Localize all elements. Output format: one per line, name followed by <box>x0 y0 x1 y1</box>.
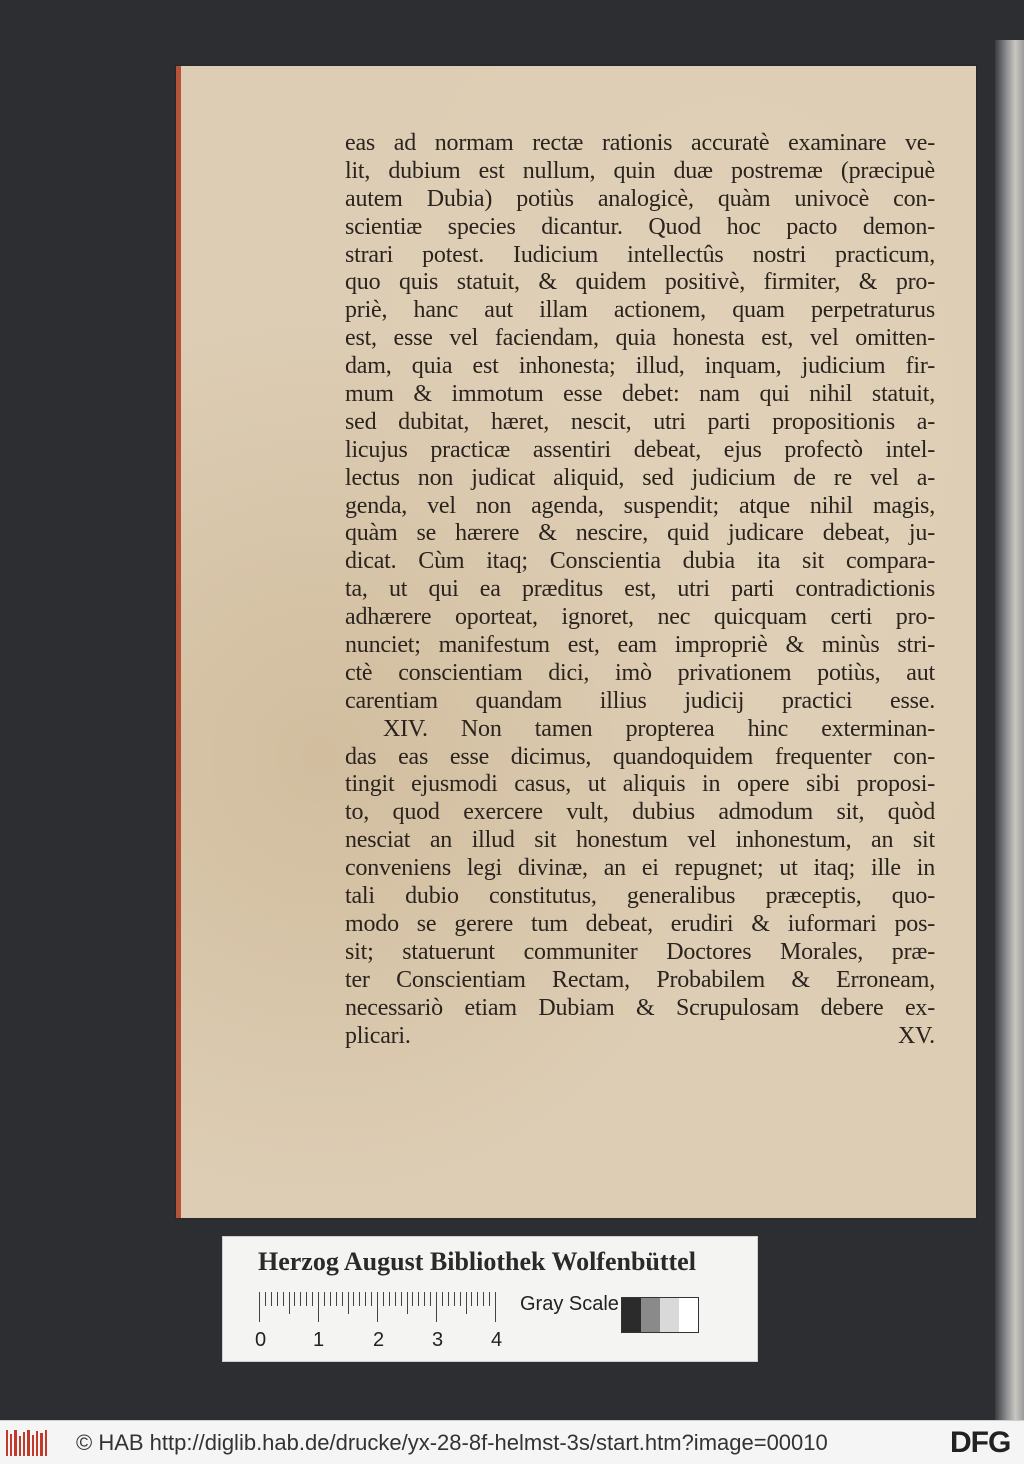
ruler-tick <box>348 1292 349 1314</box>
ruler-tick <box>336 1292 337 1306</box>
text-line: XIV. Non tamen propterea hinc exterminan- <box>383 715 935 742</box>
barcode-icon <box>6 1430 50 1456</box>
footer-bar <box>0 1420 1024 1464</box>
ruler-tick <box>442 1292 443 1306</box>
ruler-tick <box>424 1292 425 1306</box>
ruler-tick <box>401 1292 402 1306</box>
text-line: das eas esse dicimus, quandoquidem frequenter con- <box>345 743 935 770</box>
gray-scale-swatches <box>621 1297 699 1333</box>
ruler-tick <box>389 1292 390 1306</box>
ruler-tick <box>430 1292 431 1306</box>
ruler-tick <box>312 1292 313 1306</box>
text-line: genda, vel non agenda, suspendit; atque nihil magis, <box>345 492 935 519</box>
ruler-tick <box>412 1292 413 1306</box>
page-text <box>345 130 935 1050</box>
text-line: autem Dubia) potiùs analogicè, quàm univocè con- <box>345 185 935 212</box>
ruler-tick <box>395 1292 396 1306</box>
ruler-tick <box>300 1292 301 1306</box>
ruler-tick <box>330 1292 331 1306</box>
ruler-tick <box>407 1292 408 1314</box>
text-line: conveniens legi divinæ, an ei repugnet; ut itaq; ille in <box>345 855 935 882</box>
gray-scale-label: Gray Scale <box>520 1293 619 1315</box>
ruler-tick <box>383 1292 384 1306</box>
text-line: scientiæ species dicantur. Quod hoc pacto demon- <box>345 213 935 240</box>
page-red-edge <box>176 66 181 1218</box>
text-line: mum & immotum esse debet: nam qui nihil statuit, <box>345 381 935 408</box>
text-line: ta, ut qui ea præditus est, utri parti contradictionis <box>345 576 935 603</box>
text-line: necessariò etiam Dubiam & Scrupulosam debere ex- <box>345 994 935 1021</box>
ruler-tick <box>353 1292 354 1306</box>
ruler-tick <box>259 1292 260 1322</box>
ruler-tick <box>342 1292 343 1306</box>
ruler-tick <box>448 1292 449 1306</box>
text-line: strari potest. Iudicium intellectûs nostri practicum, <box>345 241 935 268</box>
text-line: est, esse vel faciendam, quia honesta est, vel omitten- <box>345 325 935 352</box>
ruler-tick <box>460 1292 461 1306</box>
text-line: quàm se hærere & nescire, quid judicare debeat, ju- <box>345 520 935 547</box>
text-line: priè, hanc aut illam actionem, quam perpetraturus <box>345 297 935 324</box>
gray-swatch <box>641 1298 660 1332</box>
gray-swatch <box>660 1298 679 1332</box>
copyright-url[interactable]: © HAB http://diglib.hab.de/drucke/yx-28-8f-helmst-3s/start.htm?image=00010 <box>76 1430 828 1455</box>
ruler-number: 0 <box>255 1329 267 1351</box>
library-color-card <box>222 1236 758 1362</box>
ruler-tick <box>436 1292 437 1322</box>
text-line: tingit ejusmodi casus, ut aliquis in opere sibi proposi- <box>345 771 935 798</box>
ruler-tick <box>489 1292 490 1306</box>
text-line: nunciet; manifestum est, eam impropriè & minùs stri- <box>345 632 935 659</box>
ruler-tick <box>324 1292 325 1306</box>
text-line: lit, dubium est nullum, quin duæ postremæ (præcipuè <box>345 157 935 184</box>
text-line: ctè conscientiam dici, imò privationem potiùs, aut <box>345 659 935 686</box>
catchword: XV. <box>898 1022 935 1049</box>
ruler-tick <box>318 1292 319 1322</box>
ruler-number: 2 <box>373 1329 385 1351</box>
ruler-tick <box>471 1292 472 1306</box>
ruler-number: 1 <box>313 1329 325 1351</box>
text-line: nesciat an illud sit honestum vel inhonestum, an sit <box>345 827 935 854</box>
text-line: eas ad normam rectæ rationis accuratè examinare ve- <box>345 130 935 156</box>
ruler-tick <box>365 1292 366 1306</box>
ruler-tick <box>289 1292 290 1314</box>
text-line: dicat. Cùm itaq; Conscientia dubia ita sit compara- <box>345 548 935 575</box>
ruler-tick <box>483 1292 484 1306</box>
ruler-tick <box>377 1292 378 1322</box>
dfg-logo: DFG <box>946 1426 1010 1460</box>
ruler-number: 3 <box>432 1329 444 1351</box>
ruler-tick <box>271 1292 272 1306</box>
text-line: to, quod exercere vult, dubius admodum sit, quòd <box>345 799 935 826</box>
text-line: sit; statuerunt communiter Doctores Morales, præ- <box>345 938 935 965</box>
ruler-tick <box>495 1292 496 1322</box>
ruler-tick <box>294 1292 295 1306</box>
ruler-tick <box>359 1292 360 1306</box>
text-line: modo se gerere tum debeat, erudiri & iuformari pos- <box>345 910 935 937</box>
text-line: licujus practicæ assentiri debeat, ejus profectò intel- <box>345 436 935 463</box>
ruler-tick <box>418 1292 419 1306</box>
text-line: carentiam quandam illius judicij practici esse. <box>345 687 935 714</box>
text-line: adhærere oporteat, ignoret, nec quicquam certi pro- <box>345 604 935 631</box>
ruler-tick <box>283 1292 284 1306</box>
text-line: tali dubio constitutus, generalibus præceptis, quo- <box>345 883 935 910</box>
ruler-tick <box>306 1292 307 1306</box>
text-line: ter Conscientiam Rectam, Probabilem & Erroneam, <box>345 966 935 993</box>
ruler-tick <box>277 1292 278 1306</box>
ruler-number: 4 <box>491 1329 503 1351</box>
book-edge <box>995 40 1024 1420</box>
ruler <box>259 1292 509 1322</box>
text-line: dam, quia est inhonesta; illud, inquam, judicium fir- <box>345 353 935 380</box>
text-line: sed dubitat, hæret, nescit, utri parti propositionis a- <box>345 408 935 435</box>
ruler-tick <box>466 1292 467 1314</box>
gray-swatch <box>679 1298 698 1332</box>
text-line: lectus non judicat aliquid, sed judicium de re vel a- <box>345 464 935 491</box>
ruler-tick <box>265 1292 266 1306</box>
library-title: Herzog August Bibliothek Wolfenbüttel <box>258 1247 696 1276</box>
final-word: plicari. <box>345 1022 411 1049</box>
gray-swatch <box>622 1298 641 1332</box>
ruler-tick <box>371 1292 372 1306</box>
ruler-tick <box>477 1292 478 1306</box>
ruler-tick <box>454 1292 455 1306</box>
last-text-line <box>345 1023 935 1051</box>
text-line: quo quis statuit, & quidem positivè, firmiter, & pro- <box>345 269 935 296</box>
